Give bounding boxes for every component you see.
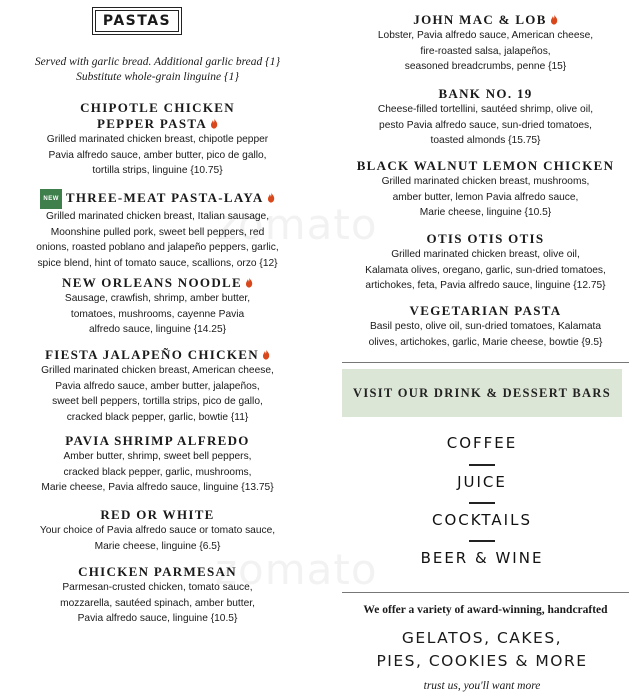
item-name: NEW ORLEANS NOODLE <box>0 275 315 291</box>
item-name: RED OR WHITE <box>100 507 215 522</box>
item-name: OTIS OTIS OTIS <box>426 231 545 246</box>
item-name: PAVIA SHRIMP ALFREDO <box>65 433 250 448</box>
menu-item-vegetarian-pasta <box>342 303 629 350</box>
drink-dessert-banner <box>342 369 622 417</box>
item-description: Cheese-filled tortellini, sautéed shrimp, olive oil, pesto Pavia alfredo sauce, sun-dried tomatoes, toasted almonds {15.75} <box>377 104 594 147</box>
menu-item-otis-otis-otis <box>342 231 629 294</box>
menu-item-pavia-shrimp-alfredo <box>0 433 315 496</box>
item-description: Basil pesto, olive oil, sun-dried tomatoes, Kalamata olives, artichokes, garlic, Marie cheese, bowtie {9.5} <box>368 321 603 348</box>
item-name: PEPPER PASTA <box>0 116 315 132</box>
spicy-pepper-icon <box>267 192 275 203</box>
menu-item-new-orleans-noodle <box>0 275 315 338</box>
item-name: JOHN MAC & LOB <box>342 12 629 28</box>
dessert-line-2: PIES, COOKIES & MORE <box>376 652 588 670</box>
divider <box>342 592 629 593</box>
spicy-pepper-icon <box>210 118 218 129</box>
item-name: BLACK WALNUT LEMON CHICKEN <box>356 158 615 173</box>
drink-beer-wine: BEER & WINE <box>420 549 544 567</box>
banner-text: VISIT OUR DRINK & DESSERT BARS <box>353 385 611 400</box>
short-divider <box>469 540 495 542</box>
item-name: VEGETARIAN PASTA <box>409 303 562 318</box>
menu-item-john-mac-lob <box>342 12 629 75</box>
menu-item-black-walnut-lemon-chicken <box>342 158 629 221</box>
intro-line-2: Substitute whole-grain linguine {1} <box>76 71 239 83</box>
new-badge: NEW <box>40 189 62 209</box>
item-description: Grilled marinated chicken breast, mushrooms, amber butter, lemon Pavia alfredo sauce, Marie cheese, linguine {10.5} <box>381 176 590 219</box>
item-description: Your choice of Pavia alfredo sauce or tomato sauce, Marie cheese, linguine {6.5} <box>39 525 276 552</box>
menu-item-three-meat-pasta-laya <box>0 189 315 271</box>
item-description: Lobster, Pavia alfredo sauce, American cheese, fire-roasted salsa, jalapeños, seasoned breadcrumbs, penne {15} <box>377 30 594 73</box>
watermark: zomato <box>215 545 378 594</box>
menu-item-chicken-parmesan <box>0 564 315 627</box>
right-column <box>342 0 629 360</box>
divider <box>342 362 629 363</box>
item-description: Grilled marinated chicken breast, olive oil, Kalamata olives, oregano, garlic, sun-dried tomatoes, artichokes, feta, Pavia alfredo sauce, linguine {12.75} <box>365 249 606 292</box>
spicy-pepper-icon <box>550 14 558 25</box>
item-name: FIESTA JALAPEÑO CHICKEN <box>0 347 315 363</box>
menu-item-fiesta-jalapeno-chicken <box>0 347 315 425</box>
section-title: PASTAS <box>99 13 175 29</box>
item-name: NEW THREE-MEAT PASTA-LAYA <box>0 189 315 209</box>
item-description: Grilled marinated chicken breast, chipotle pepper Pavia alfredo sauce, amber butter, pico de gallo, tortilla strips, linguine {10.75} <box>46 134 269 177</box>
dessert-tagline: trust us, you'll want more <box>423 680 541 692</box>
watermark: zomato <box>215 200 378 249</box>
dessert-lead: We offer a variety of award-winning, handcrafted <box>363 604 608 616</box>
section-title-badge <box>92 7 182 35</box>
item-name: CHIPOTLE CHICKEN <box>80 100 235 115</box>
short-divider <box>469 464 495 466</box>
item-description: Parmesan-crusted chicken, tomato sauce, mozzarella, sautéed spinach, amber butter, Pavia alfredo sauce, linguine {10.5} <box>60 582 255 625</box>
item-name: BANK NO. 19 <box>438 86 533 101</box>
intro-line-1: Served with garlic bread. Additional garlic bread {1} <box>34 56 281 68</box>
intro-note <box>0 55 315 85</box>
item-name: CHICKEN PARMESAN <box>78 564 237 579</box>
drink-juice: JUICE <box>457 473 507 491</box>
menu-item-chipotle-chicken <box>0 100 315 179</box>
item-description: Grilled marinated chicken breast, American cheese, Pavia alfredo sauce, amber butter, jalapeños, sweet bell peppers, tortilla strips, pico de gallo, cracked black pepper, garlic, bowtie {11} <box>41 365 274 423</box>
drink-coffee: COFFEE <box>446 434 518 452</box>
short-divider <box>469 502 495 504</box>
dessert-line-1: GELATOS, CAKES, <box>401 629 563 647</box>
drink-cocktails: COCKTAILS <box>432 511 532 529</box>
spicy-pepper-icon <box>245 277 253 288</box>
spicy-pepper-icon <box>262 349 270 360</box>
menu-item-red-or-white <box>0 507 315 554</box>
item-description: Amber butter, shrimp, sweet bell peppers, cracked black pepper, garlic, mushrooms, Marie cheese, Pavia alfredo sauce, linguine {13.75} <box>41 451 274 494</box>
menu-item-bank-no-19 <box>342 86 629 149</box>
item-description: Grilled marinated chicken breast, Italian sausage, Moonshine pulled pork, sweet bell peppers, red onions, roasted poblano and jalapeño peppers, garlic, spice blend, hint of tomato sauce, scallions, orzo {12} <box>36 211 279 269</box>
item-description: Sausage, crawfish, shrimp, amber butter, tomatoes, mushrooms, cayenne Pavia alfredo sauce, linguine {14.25} <box>64 293 251 336</box>
